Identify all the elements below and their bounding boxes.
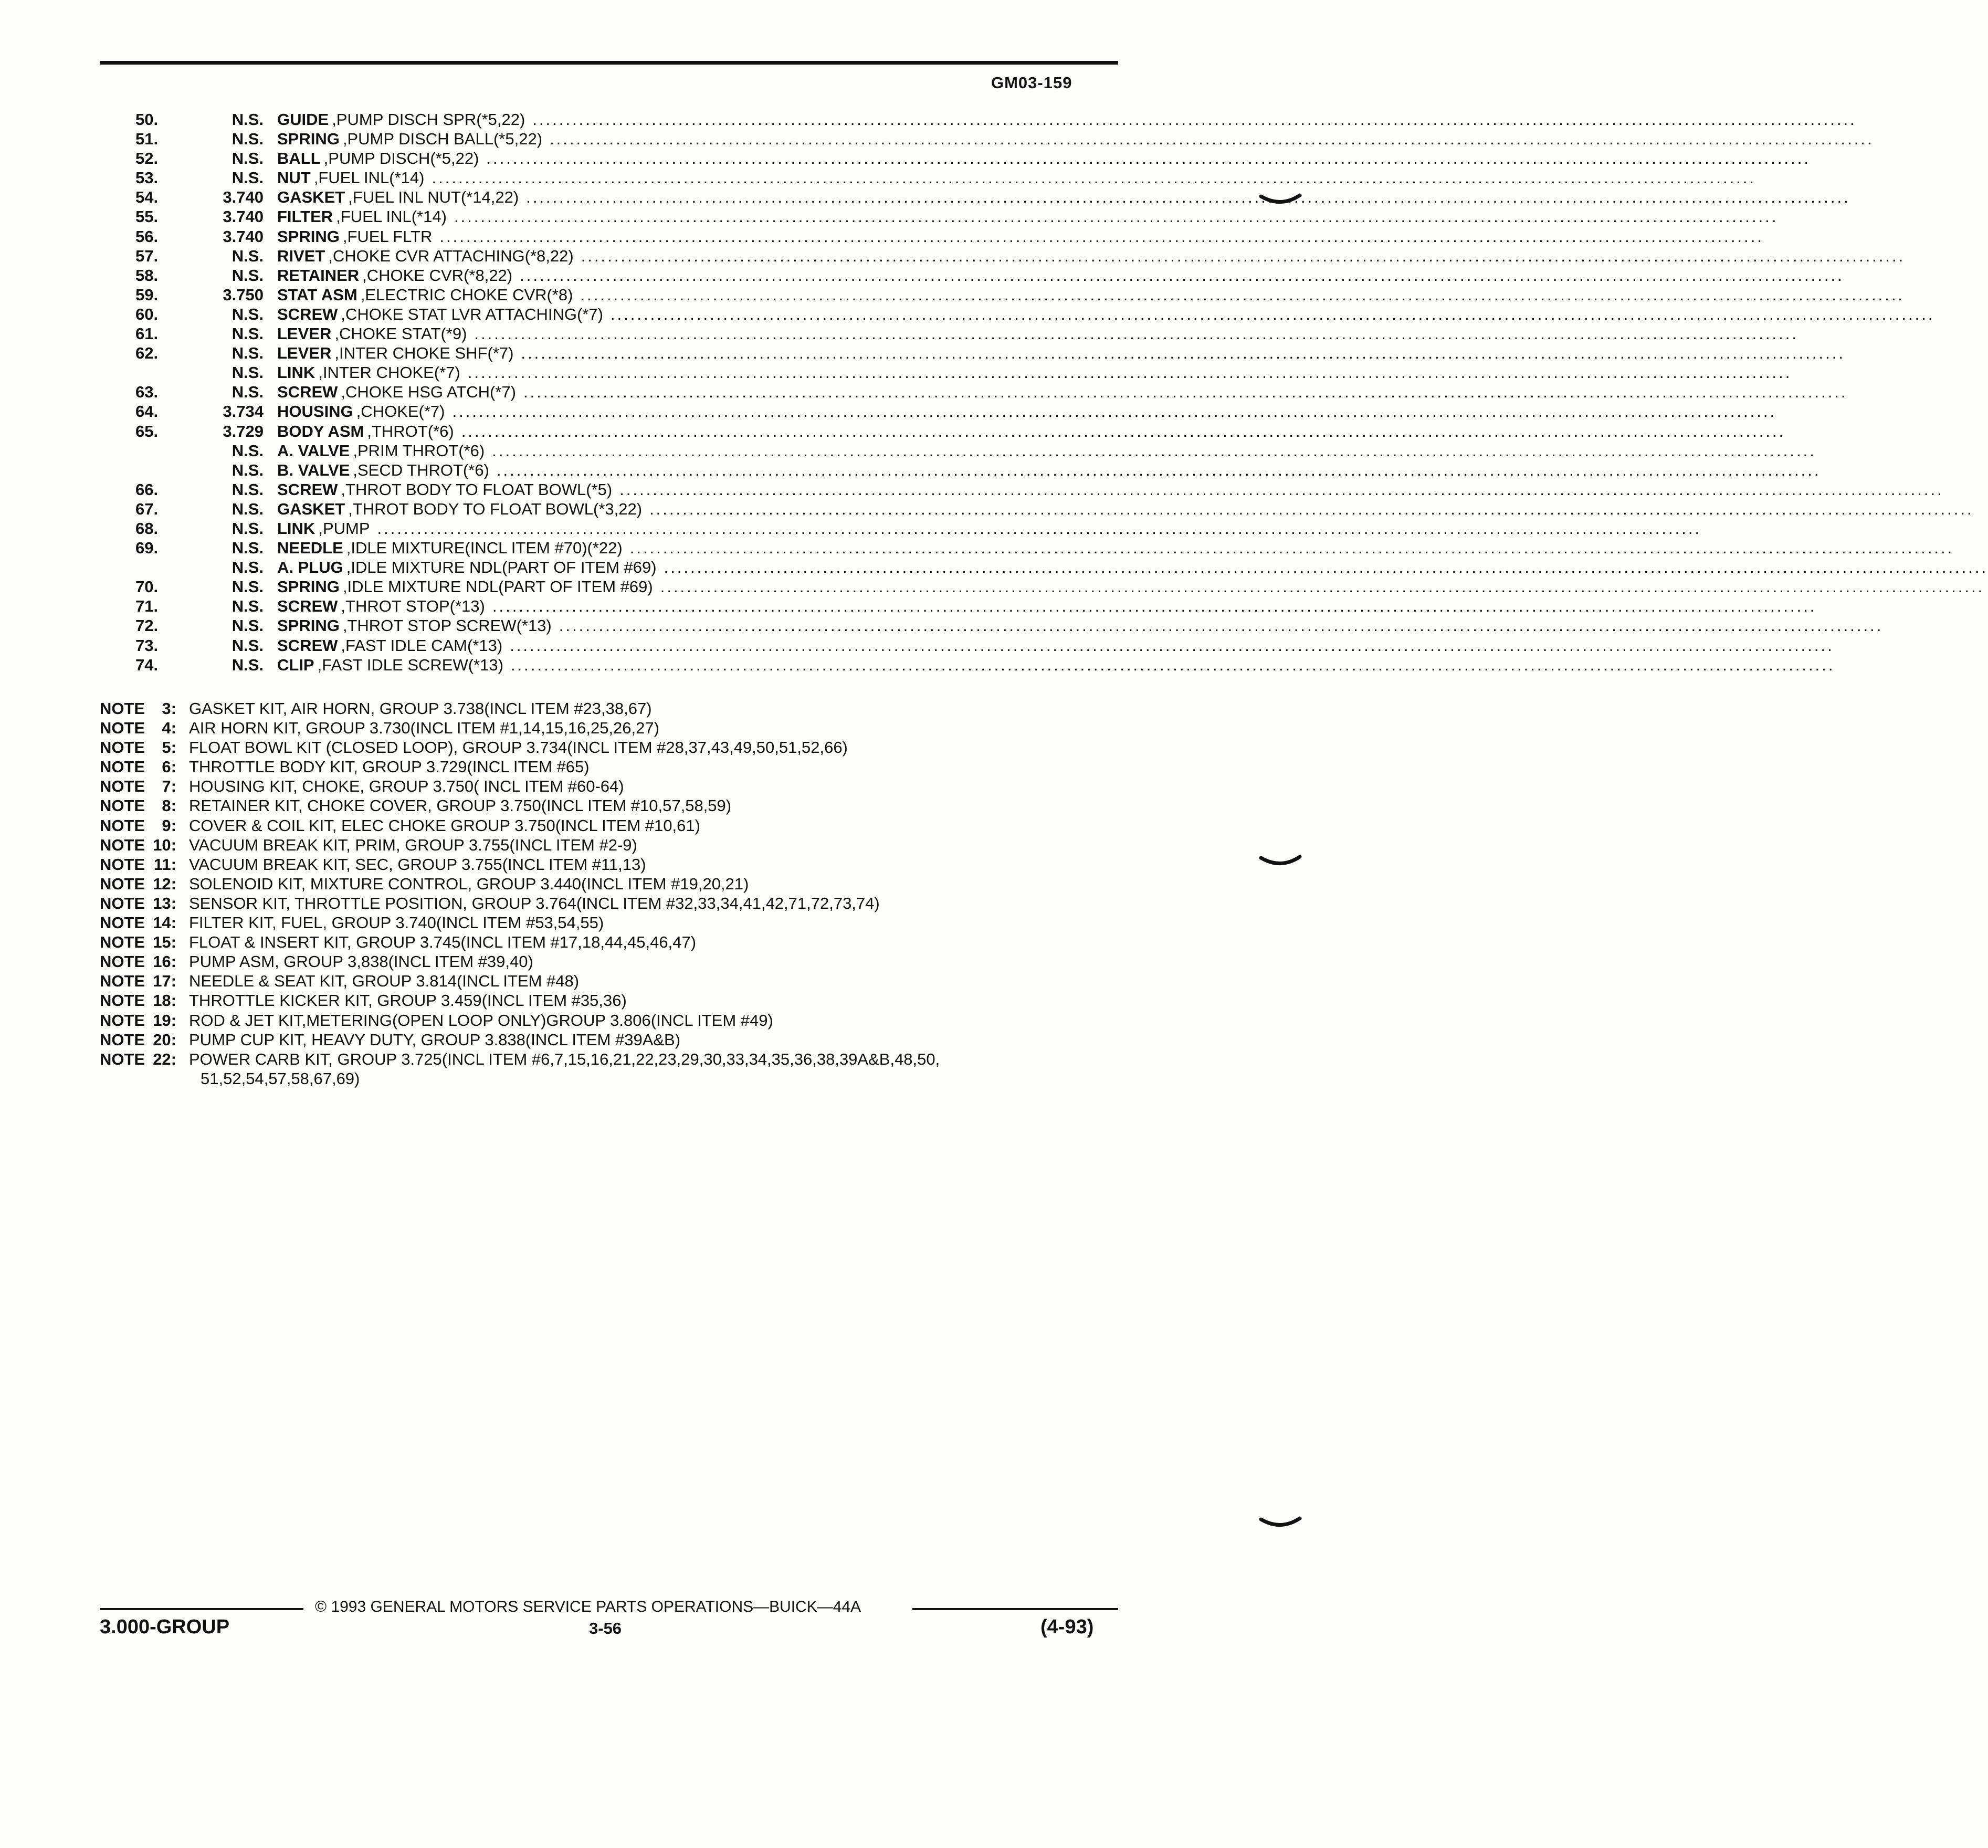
note-row	[100, 758, 1150, 777]
leader-dots: ........................................................................................................................................................................................................	[660, 578, 1985, 596]
leader-dots: ........................................................................................................................................................................................................	[467, 363, 1792, 382]
note-row	[100, 875, 1150, 894]
leader-dots: ........................................................................................................................................................................................................	[452, 402, 1777, 421]
part-description	[277, 207, 1779, 226]
part-name: FILTER	[277, 207, 333, 226]
part-row	[0, 304, 1935, 324]
part-row	[0, 324, 1798, 344]
note-number: 15:	[153, 933, 176, 952]
part-detail: ,SECD THROT(*6)	[353, 460, 489, 479]
part-name: SPRING	[277, 616, 340, 635]
note-label: NOTE	[100, 777, 145, 796]
part-item-number: 61.	[135, 324, 159, 343]
part-item-number: 58.	[135, 266, 159, 285]
note-label: NOTE	[100, 738, 145, 757]
note-label: NOTE	[100, 914, 145, 932]
page-code: GM03-159	[991, 74, 1072, 92]
note-text: SENSOR KIT, THROTTLE POSITION, GROUP 3.764(INCL ITEM #32,33,34,41,42,71,72,73,74)	[189, 894, 880, 912]
part-group-number: N.S.	[232, 344, 264, 363]
part-item-number: 55.	[135, 207, 159, 226]
note-label: NOTE	[100, 699, 145, 718]
note-number: 18:	[153, 991, 176, 1010]
part-group-number: N.S.	[232, 480, 264, 499]
part-group-number: N.S.	[232, 169, 264, 187]
part-detail: ,IDLE MIXTURE NDL(PART OF ITEM #69)	[342, 578, 653, 596]
part-item-number: 65.	[135, 422, 159, 440]
part-detail: ,FAST IDLE SCREW(*13)	[317, 655, 503, 674]
part-detail: ,THROT BODY TO FLOAT BOWL(*5)	[341, 480, 613, 499]
note-number: 5:	[162, 738, 176, 757]
note-row	[100, 1031, 1150, 1050]
part-name: SPRING	[277, 578, 340, 596]
note-number: 17:	[153, 972, 176, 991]
note-text: PUMP ASM, GROUP 3,838(INCL ITEM #39,40)	[189, 952, 533, 971]
part-name: LINK	[277, 363, 315, 382]
part-item-number: 50.	[135, 110, 159, 129]
note-label: NOTE	[100, 952, 145, 971]
leader-dots: ........................................................................................................................................................................................................	[559, 616, 1884, 635]
part-row	[0, 422, 1786, 442]
part-item-number: 56.	[135, 227, 159, 246]
part-detail: ,CHOKE CVR ATTACHING(*8,22)	[328, 246, 574, 265]
part-group-number: N.S.	[232, 655, 264, 674]
part-name: CLIP	[277, 655, 314, 674]
part-group-number: N.S.	[232, 304, 264, 323]
part-name: SPRING	[277, 130, 340, 149]
part-row	[0, 266, 1844, 286]
footer-rule-left	[100, 1608, 303, 1610]
note-number: 3:	[162, 699, 176, 718]
part-item-number: 64.	[135, 402, 159, 421]
note-label: NOTE	[100, 874, 145, 893]
part-name: RETAINER	[277, 266, 360, 285]
part-item-number: 66.	[135, 480, 159, 499]
part-name: SCREW	[277, 304, 338, 323]
part-row	[0, 188, 1850, 207]
note-row	[100, 836, 1150, 855]
footer-rule-right	[912, 1608, 1118, 1610]
note-text: FLOAT BOWL KIT (CLOSED LOOP), GROUP 3.734(INCL ITEM #28,37,43,49,50,51,52,66)	[189, 738, 848, 757]
part-group-number: 3.740	[223, 227, 264, 246]
part-description	[277, 363, 1792, 382]
date-code: (4-93)	[1040, 1616, 1094, 1638]
parts-list	[0, 110, 1988, 675]
part-description	[277, 227, 1764, 246]
part-row	[0, 402, 1777, 422]
part-row	[0, 597, 1817, 616]
leader-dots: ........................................................................................................................................................................................................	[664, 558, 1988, 577]
part-group-number: N.S.	[232, 519, 264, 538]
part-row	[0, 246, 1906, 266]
part-row	[0, 558, 1988, 578]
leader-dots: ........................................................................................................................................................................................................	[474, 324, 1798, 343]
leader-dots: ........................................................................................................................................................................................................	[580, 285, 1905, 304]
note-number: 12:	[153, 874, 176, 893]
part-group-number: N.S.	[232, 616, 264, 635]
note-number: 22:	[153, 1049, 176, 1068]
note-number: 4:	[162, 719, 176, 738]
note-row	[100, 914, 1150, 933]
part-name: BODY ASM	[277, 422, 364, 440]
part-row	[0, 636, 1834, 656]
note-row	[100, 719, 1150, 738]
note-number: 20:	[153, 1030, 176, 1049]
part-group-number: N.S.	[232, 383, 264, 402]
part-row	[0, 363, 1792, 383]
part-description	[277, 304, 1935, 324]
note-text: THROTTLE BODY KIT, GROUP 3.729(INCL ITEM #65)	[189, 758, 590, 776]
leader-dots: ........................................................................................................................................................................................................	[550, 130, 1874, 149]
note-text: 51,52,54,57,58,67,69)	[201, 1069, 360, 1088]
leader-dots: ........................................................................................................................................................................................................	[610, 304, 1935, 323]
part-detail: ,INTER CHOKE(*7)	[318, 363, 460, 382]
part-row	[0, 519, 1702, 539]
part-group-number: N.S.	[232, 110, 264, 129]
part-detail: ,THROT(*6)	[367, 422, 454, 440]
note-continuation	[100, 1069, 1150, 1089]
note-label: NOTE	[100, 855, 145, 874]
part-item-number: 51.	[135, 130, 159, 149]
part-description	[277, 480, 1944, 499]
part-description	[277, 578, 1985, 596]
note-number: 10:	[153, 835, 176, 854]
part-item-number: 71.	[135, 597, 159, 616]
part-group-number: N.S.	[232, 636, 264, 655]
part-item-number: 52.	[135, 149, 159, 168]
notes-list	[100, 699, 1150, 1089]
part-row	[0, 578, 1985, 597]
part-item-number: 63.	[135, 383, 159, 402]
part-row	[0, 169, 1756, 188]
group-label: 3.000-GROUP	[100, 1616, 230, 1638]
part-group-number: N.S.	[232, 149, 264, 168]
note-number: 8:	[162, 796, 176, 815]
part-name: A. PLUG	[277, 558, 343, 577]
part-description	[277, 188, 1850, 207]
part-detail: ,PRIM THROT(*6)	[353, 441, 485, 460]
binder-mark-icon	[1260, 1512, 1302, 1533]
note-label: NOTE	[100, 894, 145, 912]
part-name: SCREW	[277, 597, 338, 616]
note-text: POWER CARB KIT, GROUP 3.725(INCL ITEM #6,7,15,16,21,22,23,29,30,33,34,35,36,38,39A&B,48,50,	[189, 1049, 940, 1068]
note-row	[100, 855, 1150, 875]
part-name: NEEDLE	[277, 539, 343, 558]
note-label: NOTE	[100, 1049, 145, 1068]
note-text: GASKET KIT, AIR HORN, GROUP 3.738(INCL ITEM #23,38,67)	[189, 699, 652, 718]
note-number: 13:	[153, 894, 176, 912]
part-group-number: N.S.	[232, 324, 264, 343]
part-description	[277, 110, 1857, 129]
note-text: THROTTLE KICKER KIT, GROUP 3.459(INCL ITEM #35,36)	[189, 991, 627, 1010]
part-item-number: 73.	[135, 636, 159, 655]
part-row	[0, 344, 1845, 363]
part-description	[277, 558, 1988, 577]
part-item-number: 57.	[135, 246, 159, 265]
top-rule	[100, 61, 1118, 65]
part-detail: ,PUMP DISCH(*5,22)	[323, 149, 479, 168]
part-description	[277, 169, 1756, 187]
part-detail: ,IDLE MIXTURE NDL(PART OF ITEM #69)	[346, 558, 657, 577]
part-group-number: N.S.	[232, 578, 264, 596]
part-detail: ,IDLE MIXTURE(INCL ITEM #70)(*22)	[346, 539, 623, 558]
part-detail: ,FUEL INL(*14)	[313, 169, 425, 187]
part-description	[277, 655, 1835, 675]
leader-dots: ........................................................................................................................................................................................................	[454, 207, 1779, 226]
note-number: 6:	[162, 758, 176, 776]
note-row	[100, 1011, 1150, 1031]
note-row	[100, 777, 1150, 796]
part-detail: ,FAST IDLE CAM(*13)	[341, 636, 503, 655]
part-group-number: 3.729	[223, 422, 264, 440]
part-name: SCREW	[277, 480, 338, 499]
leader-dots: ........................................................................................................................................................................................................	[432, 169, 1756, 187]
part-description	[277, 539, 1954, 558]
part-name: GASKET	[277, 188, 345, 207]
part-description	[277, 266, 1844, 285]
leader-dots: ........................................................................................................................................................................................................	[526, 188, 1850, 207]
part-description	[277, 460, 1821, 480]
part-description	[277, 422, 1786, 441]
part-group-number: 3.750	[223, 285, 264, 304]
part-description	[277, 130, 1874, 149]
part-detail: ,PUMP DISCH BALL(*5,22)	[342, 130, 543, 149]
leader-dots: ........................................................................................................................................................................................................	[629, 539, 1954, 558]
part-detail: ,CHOKE CVR(*8,22)	[362, 266, 513, 285]
leader-dots: ........................................................................................................................................................................................................	[510, 655, 1835, 674]
part-detail: ,CHOKE STAT(*9)	[334, 324, 467, 343]
note-text: VACUUM BREAK KIT, PRIM, GROUP 3.755(INCL ITEM #2-9)	[189, 835, 637, 854]
part-item-number: 54.	[135, 188, 159, 207]
note-number: 9:	[162, 816, 176, 835]
note-text: AIR HORN KIT, GROUP 3.730(INCL ITEM #1,14,15,16,25,26,27)	[189, 719, 659, 738]
leader-dots: ........................................................................................................................................................................................................	[523, 383, 1848, 402]
part-description	[277, 636, 1834, 655]
part-row	[0, 149, 1811, 169]
part-name: LEVER	[277, 344, 332, 363]
leader-dots: ........................................................................................................................................................................................................	[520, 266, 1844, 285]
part-detail: ,INTER CHOKE SHF(*7)	[334, 344, 514, 363]
part-name: B. VALVE	[277, 460, 350, 479]
part-description	[277, 246, 1906, 266]
part-name: SCREW	[277, 636, 338, 655]
note-row	[100, 1050, 1150, 1069]
part-row	[0, 499, 1974, 519]
part-row	[0, 207, 1779, 227]
binder-mark-icon	[1260, 850, 1302, 872]
part-name: GASKET	[277, 499, 345, 518]
part-detail: ,CHOKE STAT LVR ATTACHING(*7)	[341, 304, 603, 323]
part-row	[0, 110, 1857, 130]
part-description	[277, 402, 1777, 421]
leader-dots: ........................................................................................................................................................................................................	[510, 636, 1834, 655]
note-label: NOTE	[100, 835, 145, 854]
part-detail: ,CHOKE HSG ATCH(*7)	[341, 383, 516, 402]
part-row	[0, 130, 1874, 149]
part-row	[0, 227, 1764, 247]
note-label: NOTE	[100, 758, 145, 776]
note-text: COVER & COIL KIT, ELEC CHOKE GROUP 3.750(INCL ITEM #10,61)	[189, 816, 700, 835]
part-item-number: 53.	[135, 169, 159, 187]
part-row	[0, 480, 1944, 500]
part-group-number: 3.734	[223, 402, 264, 421]
part-item-number: 60.	[135, 304, 159, 323]
note-label: NOTE	[100, 933, 145, 952]
page-number: 3-56	[589, 1619, 622, 1637]
part-description	[277, 597, 1817, 616]
part-detail: ,FUEL FLTR	[342, 227, 433, 246]
note-label: NOTE	[100, 719, 145, 738]
part-group-number: N.S.	[232, 266, 264, 285]
note-label: NOTE	[100, 816, 145, 835]
part-detail: ,THROT STOP SCREW(*13)	[342, 616, 552, 635]
note-label: NOTE	[100, 1030, 145, 1049]
part-item-number: 69.	[135, 539, 159, 558]
part-group-number: N.S.	[232, 246, 264, 265]
part-row	[0, 539, 1954, 558]
note-label: NOTE	[100, 991, 145, 1010]
note-label: NOTE	[100, 1011, 145, 1030]
note-text: ROD & JET KIT,METERING(OPEN LOOP ONLY)GROUP 3.806(INCL ITEM #49)	[189, 1011, 773, 1030]
part-group-number: N.S.	[232, 130, 264, 149]
note-text: VACUUM BREAK KIT, SEC, GROUP 3.755(INCL ITEM #11,13)	[189, 855, 646, 874]
note-row	[100, 699, 1150, 719]
part-row	[0, 285, 1905, 305]
part-name: LEVER	[277, 324, 332, 343]
part-group-number: N.S.	[232, 441, 264, 460]
note-row	[100, 796, 1150, 816]
part-item-number: 59.	[135, 285, 159, 304]
note-number: 16:	[153, 952, 176, 971]
part-group-number: N.S.	[232, 499, 264, 518]
leader-dots: ........................................................................................................................................................................................................	[439, 227, 1764, 246]
part-description	[277, 285, 1905, 304]
note-row	[100, 972, 1150, 991]
leader-dots: ........................................................................................................................................................................................................	[492, 597, 1817, 616]
leader-dots: ........................................................................................................................................................................................................	[377, 519, 1702, 538]
part-group-number: N.S.	[232, 363, 264, 382]
note-row	[100, 738, 1150, 758]
part-group-number: N.S.	[232, 597, 264, 616]
leader-dots: ........................................................................................................................................................................................................	[461, 422, 1786, 440]
part-item-number: 62.	[135, 344, 159, 363]
part-description	[277, 324, 1798, 343]
part-row	[0, 441, 1816, 461]
part-description	[277, 149, 1811, 168]
part-item-number: 74.	[135, 655, 159, 674]
note-text: RETAINER KIT, CHOKE COVER, GROUP 3.750(INCL ITEM #10,57,58,59)	[189, 796, 732, 815]
part-item-number: 67.	[135, 499, 159, 518]
part-name: HOUSING	[277, 402, 353, 421]
part-item-number: 72.	[135, 616, 159, 635]
part-description	[277, 441, 1816, 460]
note-label: NOTE	[100, 972, 145, 991]
part-group-number: 3.740	[223, 207, 264, 226]
leader-dots: ........................................................................................................................................................................................................	[492, 441, 1816, 460]
part-name: NUT	[277, 169, 311, 187]
note-text: FLOAT & INSERT KIT, GROUP 3.745(INCL ITEM #17,18,44,45,46,47)	[189, 933, 697, 952]
note-number: 7:	[162, 777, 176, 796]
part-detail: ,FUEL INL NUT(*14,22)	[348, 188, 519, 207]
note-number: 11:	[153, 855, 176, 874]
note-text: NEEDLE & SEAT KIT, GROUP 3.814(INCL ITEM #48)	[189, 972, 580, 991]
note-row	[100, 816, 1150, 836]
note-row	[100, 894, 1150, 914]
part-description	[277, 344, 1845, 363]
leader-dots: ........................................................................................................................................................................................................	[649, 499, 1974, 518]
part-item-number: 68.	[135, 519, 159, 538]
part-group-number: N.S.	[232, 460, 264, 479]
part-row	[0, 460, 1821, 480]
part-group-number: N.S.	[232, 539, 264, 558]
part-description	[277, 499, 1974, 519]
leader-dots: ........................................................................................................................................................................................................	[496, 460, 1821, 479]
part-detail: ,ELECTRIC CHOKE CVR(*8)	[360, 285, 573, 304]
part-row	[0, 383, 1848, 402]
part-row	[0, 616, 1884, 636]
part-detail: ,FUEL INL(*14)	[336, 207, 447, 226]
leader-dots: ........................................................................................................................................................................................................	[521, 344, 1845, 363]
part-description	[277, 616, 1884, 635]
leader-dots: ........................................................................................................................................................................................................	[581, 246, 1906, 265]
note-text: SOLENOID KIT, MIXTURE CONTROL, GROUP 3.440(INCL ITEM #19,20,21)	[189, 874, 749, 893]
part-name: LINK	[277, 519, 315, 538]
part-name: STAT ASM	[277, 285, 357, 304]
part-detail: ,PUMP	[318, 519, 370, 538]
part-name: A. VALVE	[277, 441, 350, 460]
note-text: FILTER KIT, FUEL, GROUP 3.740(INCL ITEM #53,54,55)	[189, 914, 604, 932]
part-name: SCREW	[277, 383, 338, 402]
leader-dots: ........................................................................................................................................................................................................	[486, 149, 1811, 168]
part-description	[277, 383, 1848, 402]
part-name: RIVET	[277, 246, 325, 265]
part-detail: ,PUMP DISCH SPR(*5,22)	[332, 110, 525, 129]
note-number: 14:	[153, 914, 176, 932]
part-group-number: N.S.	[232, 558, 264, 577]
part-name: SPRING	[277, 227, 340, 246]
part-detail: ,THROT BODY TO FLOAT BOWL(*3,22)	[348, 499, 643, 518]
note-text: PUMP CUP KIT, HEAVY DUTY, GROUP 3.838(INCL ITEM #39A&B)	[189, 1030, 681, 1049]
note-label: NOTE	[100, 796, 145, 815]
part-description	[277, 519, 1702, 538]
part-detail: ,CHOKE(*7)	[356, 402, 445, 421]
part-name: GUIDE	[277, 110, 329, 129]
note-row	[100, 991, 1150, 1011]
note-row	[100, 952, 1150, 972]
copyright: © 1993 GENERAL MOTORS SERVICE PARTS OPERATIONS—BUICK—44A	[315, 1598, 861, 1615]
part-row	[0, 655, 1835, 675]
note-text: HOUSING KIT, CHOKE, GROUP 3.750( INCL ITEM #60-64)	[189, 777, 624, 796]
binder-mark-icon	[1260, 189, 1302, 210]
leader-dots: ........................................................................................................................................................................................................	[532, 110, 1857, 129]
part-group-number: 3.740	[223, 188, 264, 207]
part-name: BALL	[277, 149, 321, 168]
part-item-number: 70.	[135, 578, 159, 596]
part-detail: ,THROT STOP(*13)	[341, 597, 485, 616]
note-row	[100, 933, 1150, 952]
leader-dots: ........................................................................................................................................................................................................	[619, 480, 1944, 499]
note-number: 19:	[153, 1011, 176, 1030]
